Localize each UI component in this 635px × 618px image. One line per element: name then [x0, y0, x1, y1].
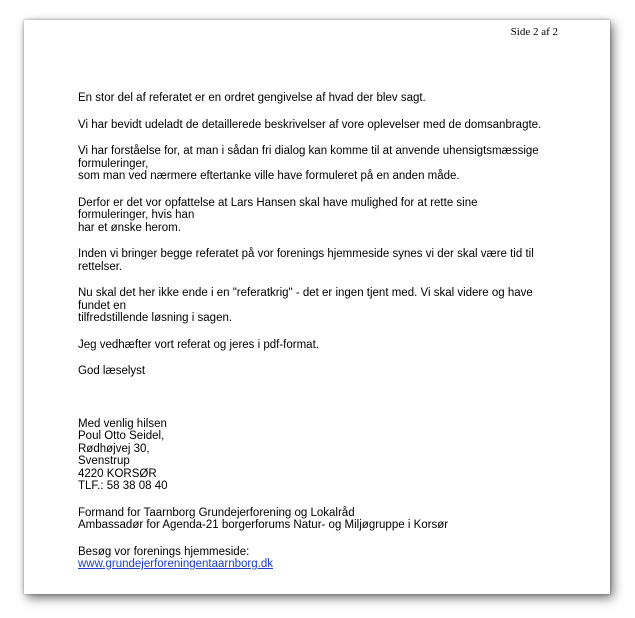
page-number: Side 2 af 2: [510, 26, 558, 38]
text-line: God læselyst: [78, 365, 146, 377]
website-link[interactable]: www.grundejerforeningentaarnborg.dk: [78, 558, 273, 570]
signature-block: [78, 418, 568, 493]
paragraph: [78, 92, 568, 105]
signature-greeting: Med venlig hilsen: [78, 417, 167, 430]
signature-name: Poul Otto Seidel,: [78, 430, 165, 442]
signature-street: Rødhøjvej 30,: [78, 442, 150, 455]
text-line: Nu skal det her ikke ende i en "referatkrig" - det er ingen tjent med. Vi skal videre og have: [78, 287, 533, 299]
paragraph: [78, 145, 568, 183]
titles-block: [78, 507, 568, 532]
document-page: [24, 20, 610, 594]
text-line: Vi har forståelse for, at man i sådan fri dialog kan komme til at anvende uhensigtsmæssige: [78, 145, 539, 157]
website-block: [78, 546, 568, 571]
paragraph: [78, 365, 568, 378]
text-line: tilfredstillende løsning i sagen.: [78, 312, 233, 324]
paragraph: [78, 119, 568, 132]
text-line: En stor del af referatet er en ordret gengivelse af hvad der blev sagt.: [78, 92, 426, 104]
signature-area: Svenstrup: [78, 455, 130, 467]
text-line: som man ved nærmere eftertanke ville have formuleret på en anden måde.: [78, 170, 460, 182]
signature-phone: TLF.: 58 38 08 40: [78, 480, 168, 492]
paragraph: [78, 287, 568, 325]
text-line: rettelser.: [78, 260, 123, 273]
letter-body: [78, 92, 568, 585]
text-line: formuleringer, hvis han: [78, 209, 195, 221]
text-line: har et ønske herom.: [78, 221, 181, 234]
spacer: [78, 392, 568, 418]
paragraph: [78, 197, 568, 235]
text-line: Derfor er det vor opfattelse at Lars Hansen skal have mulighed for at rette sine: [78, 196, 478, 209]
text-line: fundet en: [78, 299, 126, 312]
website-intro: Besøg vor forenings hjemmeside:: [78, 545, 250, 558]
text-line: formuleringer,: [78, 157, 149, 170]
paragraph: [78, 339, 568, 352]
signature-city: 4220 KORSØR: [78, 467, 157, 480]
text-line: Jeg vedhæfter vort referat og jeres i pdf-format.: [78, 338, 319, 351]
text-line: Vi har bevidt udeladt de detaillerede beskrivelser af vore oplevelser med de domsanbragte.: [78, 118, 542, 131]
paragraph: [78, 248, 568, 273]
title-line: Ambassadør for Agenda-21 borgerforums Natur- og Miljøgruppe i Korsør: [78, 519, 449, 531]
text-line: Inden vi bringer begge referatet på vor forenings hjemmeside synes vi der skal være tid til: [78, 248, 534, 260]
title-line: Formand for Taarnborg Grundejerforening og Lokalråd: [78, 506, 355, 519]
